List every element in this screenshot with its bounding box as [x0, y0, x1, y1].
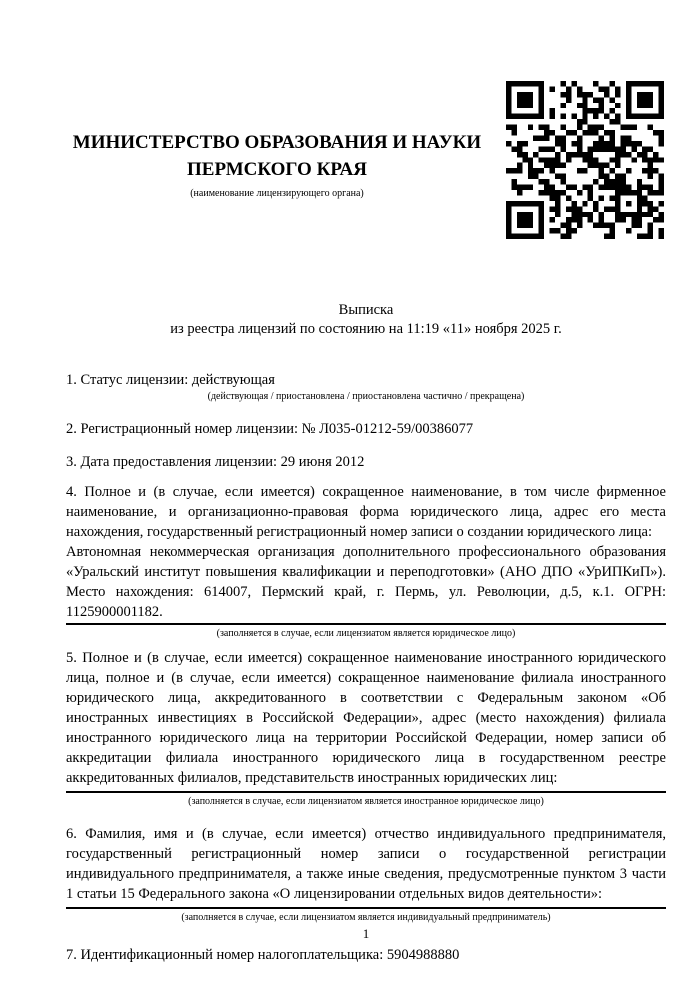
field-legal-entity — [66, 482, 666, 640]
ministry-name-line1: МИНИСТЕРСТВО ОБРАЗОВАНИЯ И НАУКИ — [72, 132, 482, 153]
license-status-label: 1. Статус лицензии: действующая — [66, 372, 275, 388]
field-taxpayer-id: 7. Идентификационный номер налогоплательщика: 5904988880 — [66, 947, 460, 963]
field-individual-entrepreneur — [66, 824, 666, 924]
doc-title-line2: из реестра лицензий по состоянию на 11:19 «11» ноября 2025 г. — [170, 321, 562, 337]
document-body — [66, 301, 666, 965]
legal-entity-question: 4. Полное и (в случае, если имеется) сокращенное наименование, в том числе фирменное наименование, и организационно-правовая форма юридического лица, адрес его места нахождения, государственный регистрационный номер записи о создании юридического лица: — [66, 484, 666, 540]
document-title — [66, 301, 666, 339]
field-foreign-entity — [66, 648, 666, 808]
foreign-entity-caption: (заполняется в случае, если лицензиатом является иностранное юридическое лицо) — [188, 796, 544, 807]
field-grant-date: 3. Дата предоставления лицензии: 29 июня 2012 — [66, 454, 365, 470]
page-number: 1 — [362, 926, 370, 941]
ministry-name-line2: ПЕРМСКОГО КРАЯ — [187, 159, 367, 180]
license-status-caption: (действующая / приостановлена / приостановлена частично / прекращена) — [207, 391, 525, 402]
ministry-caption: (наименование лицензирующего органа) — [190, 188, 364, 199]
foreign-entity-fill-line — [66, 788, 666, 793]
foreign-entity-question: 5. Полное и (в случае, если имеется) сокращенное наименование иностранного юридического лица, полное и (в случае, если имеется) сокращенное наименование филиала иностранного юридического лица, аккредитованного в соответствии с Федеральным законом «Об иностранных инвестициях в Российской Федерации», адрес (место нахождения) филиала иностранного юридического лица на территории Российской Федерации, номер записи об аккредитации филиала иностранного юридического лица в государственном реестре аккредитованных филиалов, представительств иностранных юридических лиц: — [66, 650, 666, 786]
licensing-authority-block — [60, 129, 494, 200]
legal-entity-caption: (заполняется в случае, если лицензиатом является юридическое лицо) — [216, 628, 516, 639]
qr-code-icon — [506, 81, 664, 239]
field-registration-number: 2. Регистрационный номер лицензии: № Л035-01212-59/00386077 — [66, 421, 474, 437]
doc-title-line1: Выписка — [338, 302, 394, 318]
legal-entity-answer: Автономная некоммерческая организация дополнительного профессионального образования «Уральский институт повышения квалификации и переподготовки» (АНО ДПО «УрИПКиП»). Место нахождения: 614007, Пермский край, г. Пермь, ул. Революции, д.5, к.1. ОГРН: 1125900001182. — [66, 542, 666, 625]
entrepreneur-question: 6. Фамилия, имя и (в случае, если имеется) отчество индивидуального предпринимателя, государственный регистрационный номер записи о государственной регистрации индивидуального предпринимателя, а также иные сведения, предусмотренные пунктом 3 части 1 статьи 15 Федерального закона «О лицензировании отдельных видов деятельности»: — [66, 826, 666, 902]
entrepreneur-fill-line — [66, 904, 666, 909]
entrepreneur-caption: (заполняется в случае, если лицензиатом является индивидуальный предприниматель) — [181, 912, 551, 923]
field-license-status — [66, 370, 666, 403]
